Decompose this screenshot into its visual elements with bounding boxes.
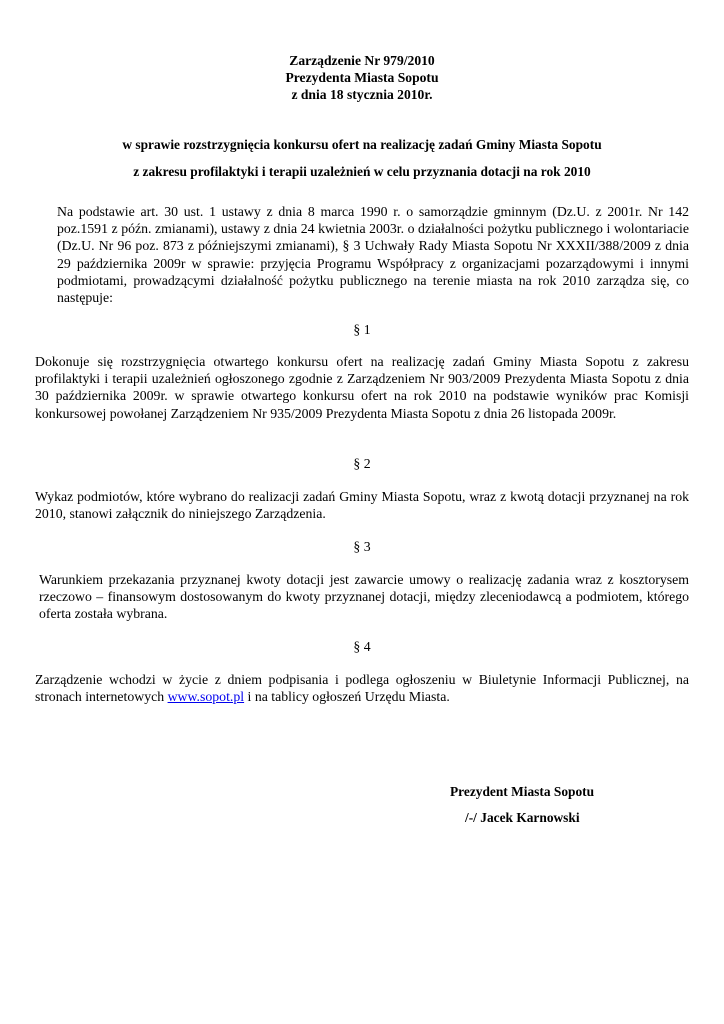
section-4-text-after: i na tablicy ogłoszeń Urzędu Miasta. bbox=[244, 689, 450, 705]
preamble-paragraph bbox=[57, 203, 689, 306]
section-4-paragraph bbox=[35, 671, 689, 705]
signature-name: /-/ Jacek Karnowski bbox=[465, 810, 580, 825]
section-2-mark: § 2 bbox=[353, 456, 371, 471]
subject-line-1: w sprawie rozstrzygnięcia konkursu ofert na realizację zadań Gminy Miasta Sopotu bbox=[122, 137, 602, 152]
section-1-text: Dokonuje się rozstrzygnięcia otwartego konkursu ofert na realizację zadań Gminy Miasta Sopotu z zakresu profilaktyki i terapii uzależnień ogłoszonego zgodnie z Zarządzeniem Nr 903/2009 Prezydenta Miasta Sopotu z dnia 30 października 2009r. w sprawie otwartego konkursu ofert na rok 2010 na podstawie wyników prac Komisji konkursowej powołanej Zarządzeniem Nr 935/2009 Prezydenta Miasta Sopotu z dnia 26 listopada 2009r. bbox=[35, 354, 689, 421]
preamble-text: Na podstawie art. 30 ust. 1 ustawy z dnia 8 marca 1990 r. o samorządzie gminnym (Dz.U. z 2001r. Nr 142 poz.1591 z późn. zmianami), ustawy z dnia 24 kwietnia 2003r. o działalności pożytku publicznego i wolontariacie (Dz.U. Nr 96 poz. 873 z późniejszymi zmianami), § 3 Uchwały Rady Miasta Sopotu Nr XXXII/388/2009 z dnia 29 października 2009r w sprawie: przyjęcia Programu Współpracy z organizacjami pozarządowymi i innymi podmiotami, prowadzącymi działalność pożytku publicznego na terenie miasta na rok 2010 zarządza się, co następuje: bbox=[57, 204, 689, 306]
section-4-mark: § 4 bbox=[353, 639, 371, 654]
signature-title: Prezydent Miasta Sopotu bbox=[450, 784, 595, 799]
sopot-website-link[interactable]: www.sopot.pl bbox=[167, 689, 245, 705]
section-2-paragraph bbox=[35, 488, 689, 522]
ordinance-issuer: Prezydenta Miasta Sopotu bbox=[285, 70, 439, 85]
ordinance-date: z dnia 18 stycznia 2010r. bbox=[291, 87, 433, 102]
section-4-text-before: Zarządzenie wchodzi w życie z dniem podpisania i podlega ogłoszeniu w Biuletynie Informacji Publicznej, na stronach internetowych bbox=[35, 672, 689, 705]
section-4-text bbox=[35, 671, 689, 705]
section-2-text: Wykaz podmiotów, które wybrano do realizacji zadań Gminy Miasta Sopotu, wraz z kwotą dotacji przyznanej na rok 2010, stanowi załącznik do niniejszego Zarządzenia. bbox=[35, 489, 689, 522]
section-1-mark: § 1 bbox=[353, 322, 371, 337]
subject-line-2: z zakresu profilaktyki i terapii uzależnień w celu przyznania dotacji na rok 2010 bbox=[133, 164, 591, 179]
section-3-paragraph bbox=[39, 571, 689, 623]
section-3-mark: § 3 bbox=[353, 539, 371, 554]
section-3-text: Warunkiem przekazania przyznanej kwoty dotacji jest zawarcie umowy o realizację zadania wraz z kosztorysem rzeczowo – finansowym dostosowanym do kwoty przyznanej dotacji, między zleceniodawcą a podmiotem, którego oferta została wybrana. bbox=[39, 572, 689, 622]
ordinance-number: Zarządzenie Nr 979/2010 bbox=[289, 53, 435, 68]
section-1-paragraph bbox=[35, 353, 689, 422]
